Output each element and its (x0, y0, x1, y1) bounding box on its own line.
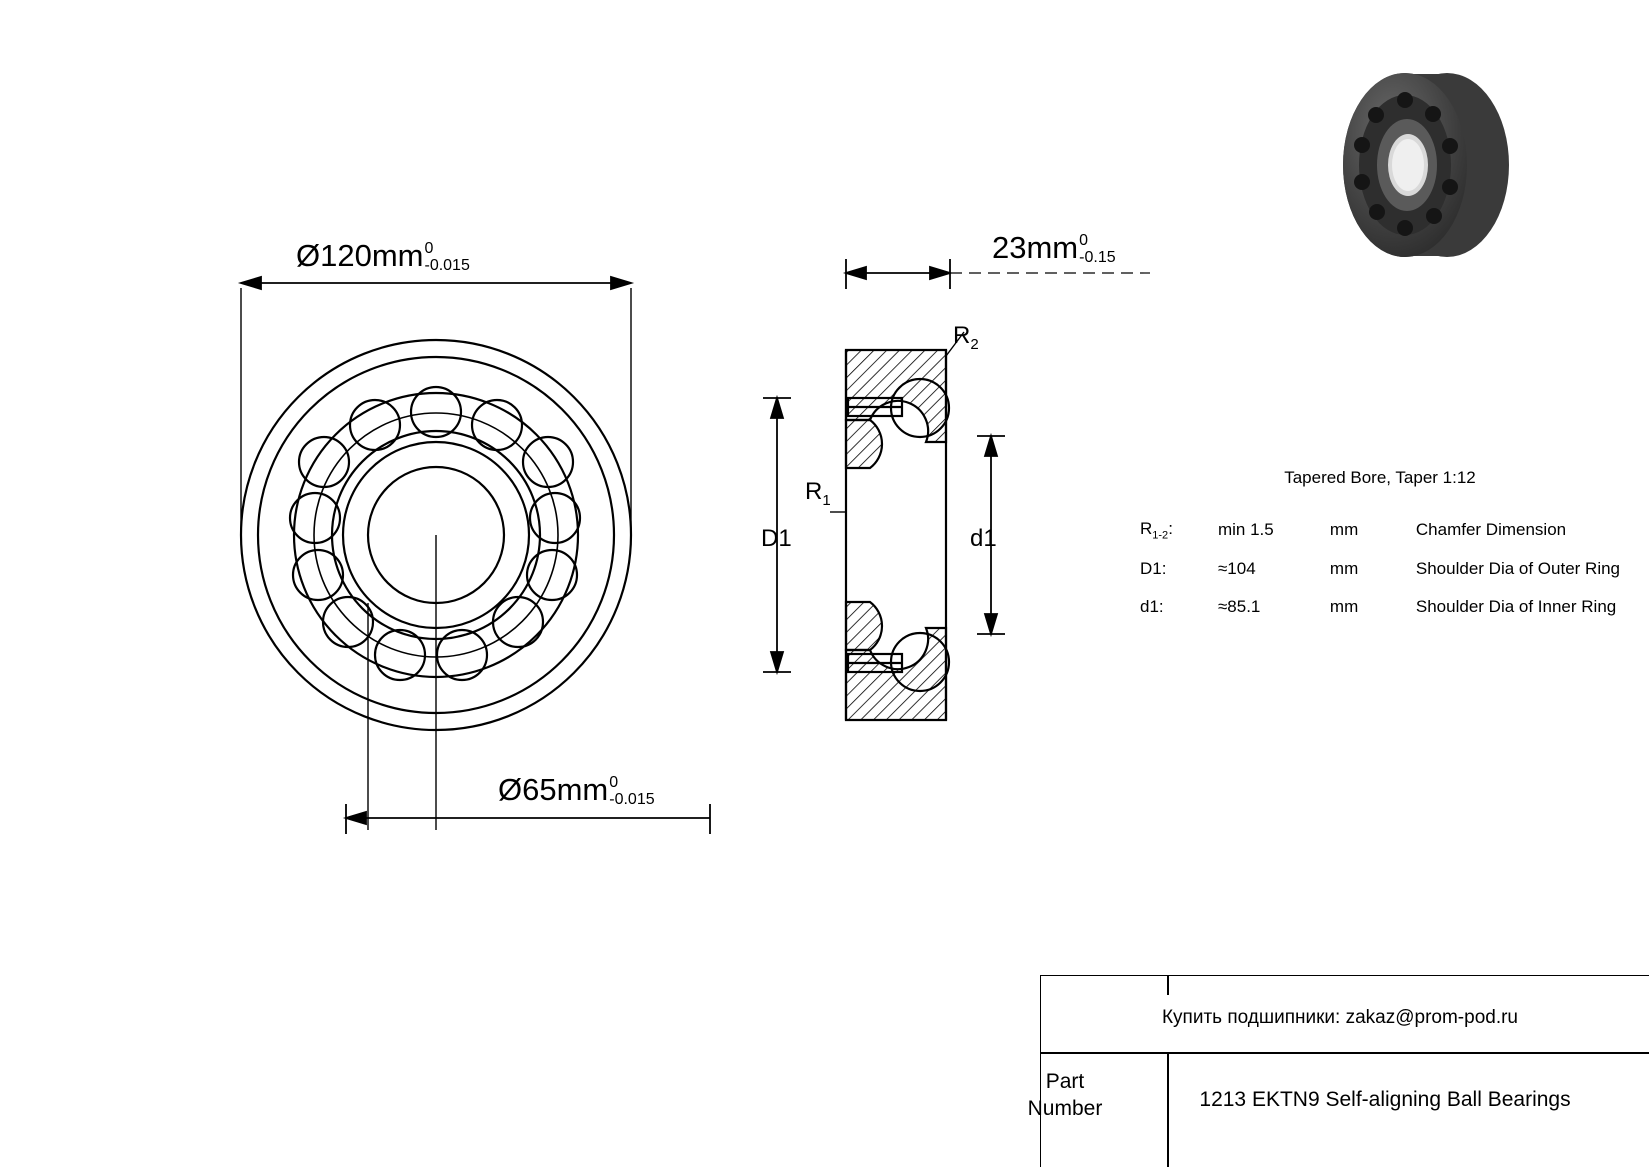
part-number-label-line1: Part (1045, 1070, 1085, 1093)
r1-label (805, 478, 831, 509)
spec-symbol (1140, 588, 1218, 626)
spec-symbol-text: D1 (1140, 559, 1162, 579)
bore-diameter-tol-lower: -0.015 (609, 790, 655, 808)
spec-desc: Chamfer Dimension (1415, 520, 1567, 540)
spec-value: ≈104 (1217, 559, 1256, 579)
spec-symbol-text: d1 (1140, 597, 1159, 617)
outer-diameter-dimension-line (200, 265, 760, 305)
inner-ring-section-upper (846, 420, 882, 468)
spec-symbol-text: R (1140, 519, 1153, 538)
contact-email-line: Купить подшипники: zakaz@prom-pod.ru (1161, 1007, 1519, 1028)
spec-desc: Shoulder Dia of Outer Ring (1415, 559, 1620, 579)
part-number-label-line2: Number (1027, 1096, 1103, 1120)
outer-diameter-tol-upper: 0 (424, 240, 434, 258)
bore-diameter-value: Ø65mm (498, 772, 609, 807)
r1-label-text: R (805, 478, 823, 505)
shoulder-dia-outer-label: D1 (761, 525, 792, 552)
spec-value: ≈85.1 (1217, 597, 1261, 617)
r2-label-text: R (953, 322, 971, 349)
r1-label-sub: 1 (822, 491, 831, 509)
width-tol-lower: -0.15 (1079, 248, 1116, 266)
spec-rows (1140, 510, 1620, 626)
part-number-value: 1213 EKTN9 Self-aligning Ball Bearings (1199, 1088, 1571, 1111)
width-dimension (992, 230, 1116, 267)
spec-symbol-suffix: : (1161, 559, 1167, 579)
spec-row (1140, 588, 1620, 626)
width-value: 23mm (992, 230, 1079, 265)
spec-symbol-suffix: : (1168, 519, 1173, 538)
spec-symbol (1140, 550, 1218, 588)
outer-diameter-value: Ø120mm (296, 238, 424, 273)
bore-diameter-tol-upper: 0 (609, 774, 619, 792)
spec-unit: mm (1329, 597, 1359, 617)
spec-title: Tapered Bore, Taper 1:12 (1284, 468, 1476, 487)
spec-symbol-sub: 1-2 (1152, 529, 1169, 542)
spec-unit: mm (1329, 559, 1359, 579)
spec-unit: mm (1329, 520, 1359, 540)
spec-value: min 1.5 (1217, 520, 1274, 540)
bearing-photo (1300, 60, 1530, 280)
spec-table (1140, 468, 1620, 626)
part-number-label (1010, 1069, 1120, 1123)
width-tol-upper: 0 (1079, 232, 1089, 250)
spec-row (1140, 510, 1620, 550)
section-view-drawing (760, 260, 1060, 760)
outer-diameter-tol-lower: -0.015 (424, 256, 470, 274)
r2-label-sub: 2 (970, 335, 979, 353)
inner-ring-section-lower (846, 602, 882, 650)
title-block-frame (1040, 975, 1649, 1167)
bore-diameter-dimension (498, 772, 655, 809)
front-view-drawing (200, 230, 760, 850)
spec-row (1140, 550, 1620, 588)
spec-symbol (1140, 510, 1218, 550)
shoulder-dia-inner-label: d1 (970, 525, 997, 552)
outer-diameter-dimension (296, 238, 470, 275)
spec-desc: Shoulder Dia of Inner Ring (1415, 597, 1617, 617)
spec-symbol-suffix: : (1158, 597, 1164, 617)
r2-label (953, 322, 979, 353)
